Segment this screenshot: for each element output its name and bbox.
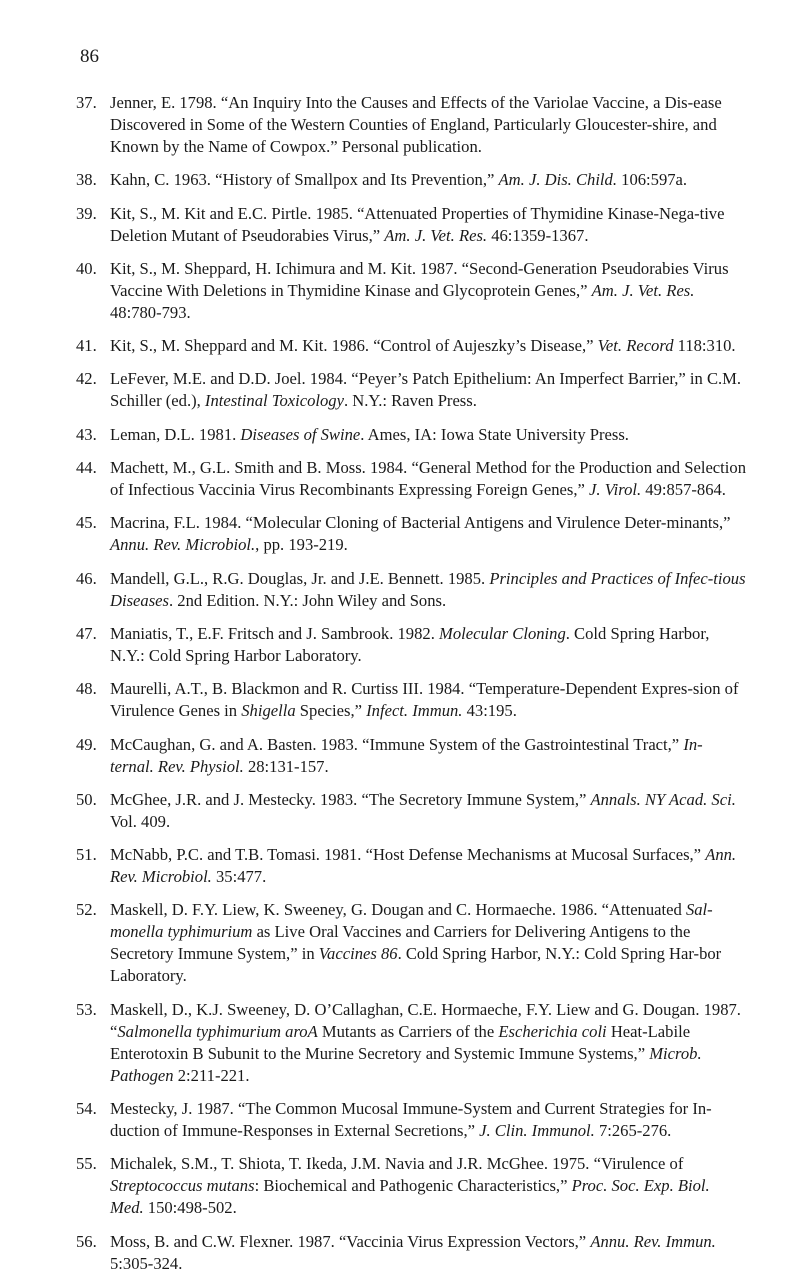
reference-text: [110, 734, 746, 778]
reference-italic-segment: Annu. Rev. Immun.: [590, 1231, 716, 1251]
reference-text: [110, 335, 746, 357]
reference-segment: , pp. 193-219.: [255, 535, 348, 555]
reference-number: 48.: [76, 679, 97, 699]
reference-italic-segment: Salmonella typhimurium aroA: [117, 1021, 318, 1041]
reference-italic-segment: Streptococcus mutans: [110, 1176, 255, 1196]
reference-text: [110, 1153, 746, 1219]
reference-italic-segment: Principles and Practices of Infec-tious Diseases: [110, 568, 746, 610]
reference-italic-segment: Ann. Rev. Microbiol.: [110, 845, 737, 887]
reference-item: [76, 568, 746, 612]
reference-italic-segment: Vet. Record: [597, 336, 674, 356]
reference-italic-segment: Sal-monella typhimurium: [110, 900, 713, 942]
reference-segment: Macrina, F.L. 1984. “Molecular Cloning of Bacterial Antigens and Virulence Deter-minants,”: [110, 513, 731, 533]
reference-number: 52.: [76, 900, 97, 920]
reference-text: [110, 258, 746, 324]
reference-text: [110, 678, 746, 722]
reference-segment: Maniatis, T., E.F. Fritsch and J. Sambrook. 1982.: [110, 623, 439, 643]
reference-number: 40.: [76, 258, 97, 278]
reference-italic-segment: Infect. Immun.: [366, 701, 463, 721]
reference-item: [76, 1098, 746, 1142]
reference-italic-segment: In-ternal. Rev. Physiol.: [110, 734, 703, 776]
reference-segment: Mandell, G.L., R.G. Douglas, Jr. and J.E. Bennett. 1985.: [110, 568, 490, 588]
reference-italic-segment: Am. J. Vet. Res.: [591, 280, 695, 300]
reference-item: [76, 203, 746, 247]
reference-italic-segment: Escherichia coli: [498, 1021, 607, 1041]
reference-number: 49.: [76, 734, 97, 754]
reference-number: 43.: [76, 424, 97, 444]
reference-item: [76, 623, 746, 667]
reference-segment: Kit, S., M. Sheppard, H. Ichimura and M. Kit. 1987. “Second-Generation Pseudorabies Virus Vaccine With Deletions in Thymidine Kinase and Glycoprotein Genes,”: [110, 258, 729, 300]
reference-segment: Mutants as Carriers of the: [317, 1021, 499, 1041]
reference-text: [110, 1231, 746, 1275]
reference-segment: . Cold Spring Harbor, N.Y.: Cold Spring Harbor Laboratory.: [110, 623, 710, 665]
reference-italic-segment: Diseases of Swine: [240, 424, 361, 444]
reference-text: [110, 623, 746, 667]
reference-segment: Mestecky, J. 1987. “The Common Mucosal Immune-System and Current Strategies for In-duction of Immune-Responses in External Secretions,”: [110, 1099, 712, 1141]
reference-text: [110, 512, 746, 556]
reference-segment: Jenner, E. 1798. “An Inquiry Into the Causes and Effects of the Variolae Vaccine, a Dis-ease Discovered in Some of the Western Counties of England, Particularly Gloucester-shire, and Known by the Name of Cowpox.” Personal publication.: [110, 93, 722, 156]
reference-segment: McNabb, P.C. and T.B. Tomasi. 1981. “Host Defense Mechanisms at Mucosal Surfaces,”: [110, 845, 706, 865]
reference-italic-segment: Am. J. Vet. Res.: [384, 225, 488, 245]
reference-segment: . N.Y.: Raven Press.: [343, 391, 477, 411]
reference-italic-segment: J. Virol.: [589, 480, 642, 500]
reference-segment: LeFever, M.E. and D.D. Joel. 1984. “Peyer’s Patch Epithelium: An Imperfect Barrier,” in C.M. Schiller (ed.),: [110, 369, 742, 411]
reference-segment: 118:310.: [673, 336, 736, 356]
reference-italic-segment: Microb. Pathogen: [110, 1043, 702, 1085]
reference-segment: 43:195.: [462, 701, 517, 721]
reference-segment: Maskell, D., K.J. Sweeney, D. O’Callaghan, C.E. Hormaeche, F.Y. Liew and G. Dougan. 1987. “: [110, 999, 741, 1041]
reference-number: 45.: [76, 513, 97, 533]
reference-segment: 7:265-276.: [594, 1121, 672, 1141]
reference-item: [76, 424, 746, 446]
reference-segment: 2:211-221.: [173, 1065, 250, 1085]
reference-segment: 28:131-157.: [243, 756, 329, 776]
reference-segment: McCaughan, G. and A. Basten. 1983. “Immune System of the Gastrointestinal Tract,”: [110, 734, 684, 754]
page-number: 86: [80, 46, 99, 67]
reference-text: [110, 169, 746, 191]
reference-segment: 46:1359-1367.: [487, 225, 589, 245]
reference-text: [110, 424, 746, 446]
reference-segment: Leman, D.L. 1981.: [110, 424, 241, 444]
reference-italic-segment: Shigella: [241, 701, 296, 721]
reference-number: 38.: [76, 170, 97, 190]
reference-segment: Maskell, D. F.Y. Liew, K. Sweeney, G. Dougan and C. Hormaeche. 1986. “Attenuated: [110, 900, 686, 920]
reference-segment: 5:305-324.: [110, 1253, 183, 1273]
reference-italic-segment: Intestinal Toxicology: [204, 391, 344, 411]
reference-segment: . Ames, IA: Iowa State University Press.: [360, 424, 629, 444]
reference-segment: Kahn, C. 1963. “History of Smallpox and Its Prevention,”: [110, 170, 499, 190]
reference-segment: : Biochemical and Pathogenic Characteristics,”: [254, 1176, 572, 1196]
reference-text: [110, 899, 746, 987]
reference-item: [76, 789, 746, 833]
reference-item: [76, 368, 746, 412]
reference-segment: 35:477.: [211, 867, 267, 887]
reference-segment: Moss, B. and C.W. Flexner. 1987. “Vaccinia Virus Expression Vectors,”: [110, 1231, 591, 1251]
reference-text: [110, 568, 746, 612]
reference-segment: Heat-Labile Enterotoxin B Subunit to the Murine Secretory and Systemic Immune Systems,”: [110, 1021, 691, 1063]
reference-number: 42.: [76, 369, 97, 389]
reference-text: [110, 844, 746, 888]
reference-segment: Kit, S., M. Sheppard and M. Kit. 1986. “Control of Aujeszky’s Disease,”: [110, 336, 598, 356]
reference-italic-segment: Molecular Cloning: [439, 623, 566, 643]
reference-segment: McGhee, J.R. and J. Mestecky. 1983. “The Secretory Immune System,”: [110, 789, 591, 809]
reference-number: 53.: [76, 999, 97, 1019]
reference-segment: 48:780-793.: [110, 302, 191, 322]
reference-text: [110, 1098, 746, 1142]
reference-text: [110, 999, 746, 1087]
reference-segment: 106:597a.: [617, 170, 688, 190]
reference-item: [76, 512, 746, 556]
reference-item: [76, 258, 746, 324]
reference-text: [110, 457, 746, 501]
reference-item: [76, 899, 746, 987]
reference-italic-segment: Proc. Soc. Exp. Biol. Med.: [110, 1176, 710, 1218]
reference-text: [110, 368, 746, 412]
reference-segment: Vol. 409.: [110, 811, 171, 831]
reference-item: [76, 169, 746, 191]
reference-italic-segment: Vaccines 86: [318, 944, 398, 964]
reference-text: [110, 789, 746, 833]
reference-italic-segment: Am. J. Dis. Child.: [498, 170, 617, 190]
reference-number: 46.: [76, 568, 97, 588]
reference-item: [76, 844, 746, 888]
reference-segment: Machett, M., G.L. Smith and B. Moss. 1984. “General Method for the Production and Selection of Infectious Vaccinia Virus Recombinants Expressing Foreign Genes,”: [110, 458, 746, 500]
reference-number: 47.: [76, 623, 97, 643]
reference-number: 50.: [76, 789, 97, 809]
reference-italic-segment: Annals. NY Acad. Sci.: [590, 789, 736, 809]
reference-number: 37.: [76, 93, 97, 112]
reference-text: [110, 203, 746, 247]
reference-segment: Michalek, S.M., T. Shiota, T. Ikeda, J.M. Navia and J.R. McGhee. 1975. “Virulence of: [110, 1154, 684, 1174]
reference-italic-segment: Annu. Rev. Microbiol.: [110, 535, 256, 555]
reference-segment: Kit, S., M. Kit and E.C. Pirtle. 1985. “Attenuated Properties of Thymidine Kinase-Nega-tive Deletion Mutant of Pseudorabies Virus,”: [110, 203, 725, 245]
reference-item: [76, 678, 746, 722]
reference-list: [76, 92, 746, 1286]
reference-item: [76, 1153, 746, 1219]
reference-segment: . Cold Spring Harbor, N.Y.: Cold Spring Har-bor Laboratory.: [110, 944, 722, 986]
reference-item: [76, 335, 746, 357]
reference-item: [76, 734, 746, 778]
reference-number: 39.: [76, 203, 97, 223]
reference-number: 41.: [76, 336, 97, 356]
reference-number: 56.: [76, 1231, 97, 1251]
reference-number: 55.: [76, 1154, 97, 1174]
reference-number: 54.: [76, 1099, 97, 1119]
reference-segment: 49:857-864.: [641, 480, 726, 500]
reference-segment: 150:498-502.: [143, 1198, 237, 1218]
reference-segment: Maurelli, A.T., B. Blackmon and R. Curtiss III. 1984. “Temperature-Dependent Expres-sion of Virulence Genes in: [110, 679, 739, 721]
reference-number: 51.: [76, 845, 97, 865]
reference-segment: as Live Oral Vaccines and Carriers for Delivering Antigens to the Secretory Immune System,” in: [110, 922, 691, 964]
reference-item: [76, 999, 746, 1087]
reference-text: [110, 92, 746, 158]
reference-number: 44.: [76, 458, 97, 478]
reference-item: [76, 457, 746, 501]
reference-item: [76, 92, 746, 158]
reference-item: [76, 1231, 746, 1275]
reference-segment: Species,”: [295, 701, 367, 721]
reference-italic-segment: J. Clin. Immunol.: [479, 1121, 595, 1141]
reference-segment: . 2nd Edition. N.Y.: John Wiley and Sons.: [169, 590, 447, 610]
